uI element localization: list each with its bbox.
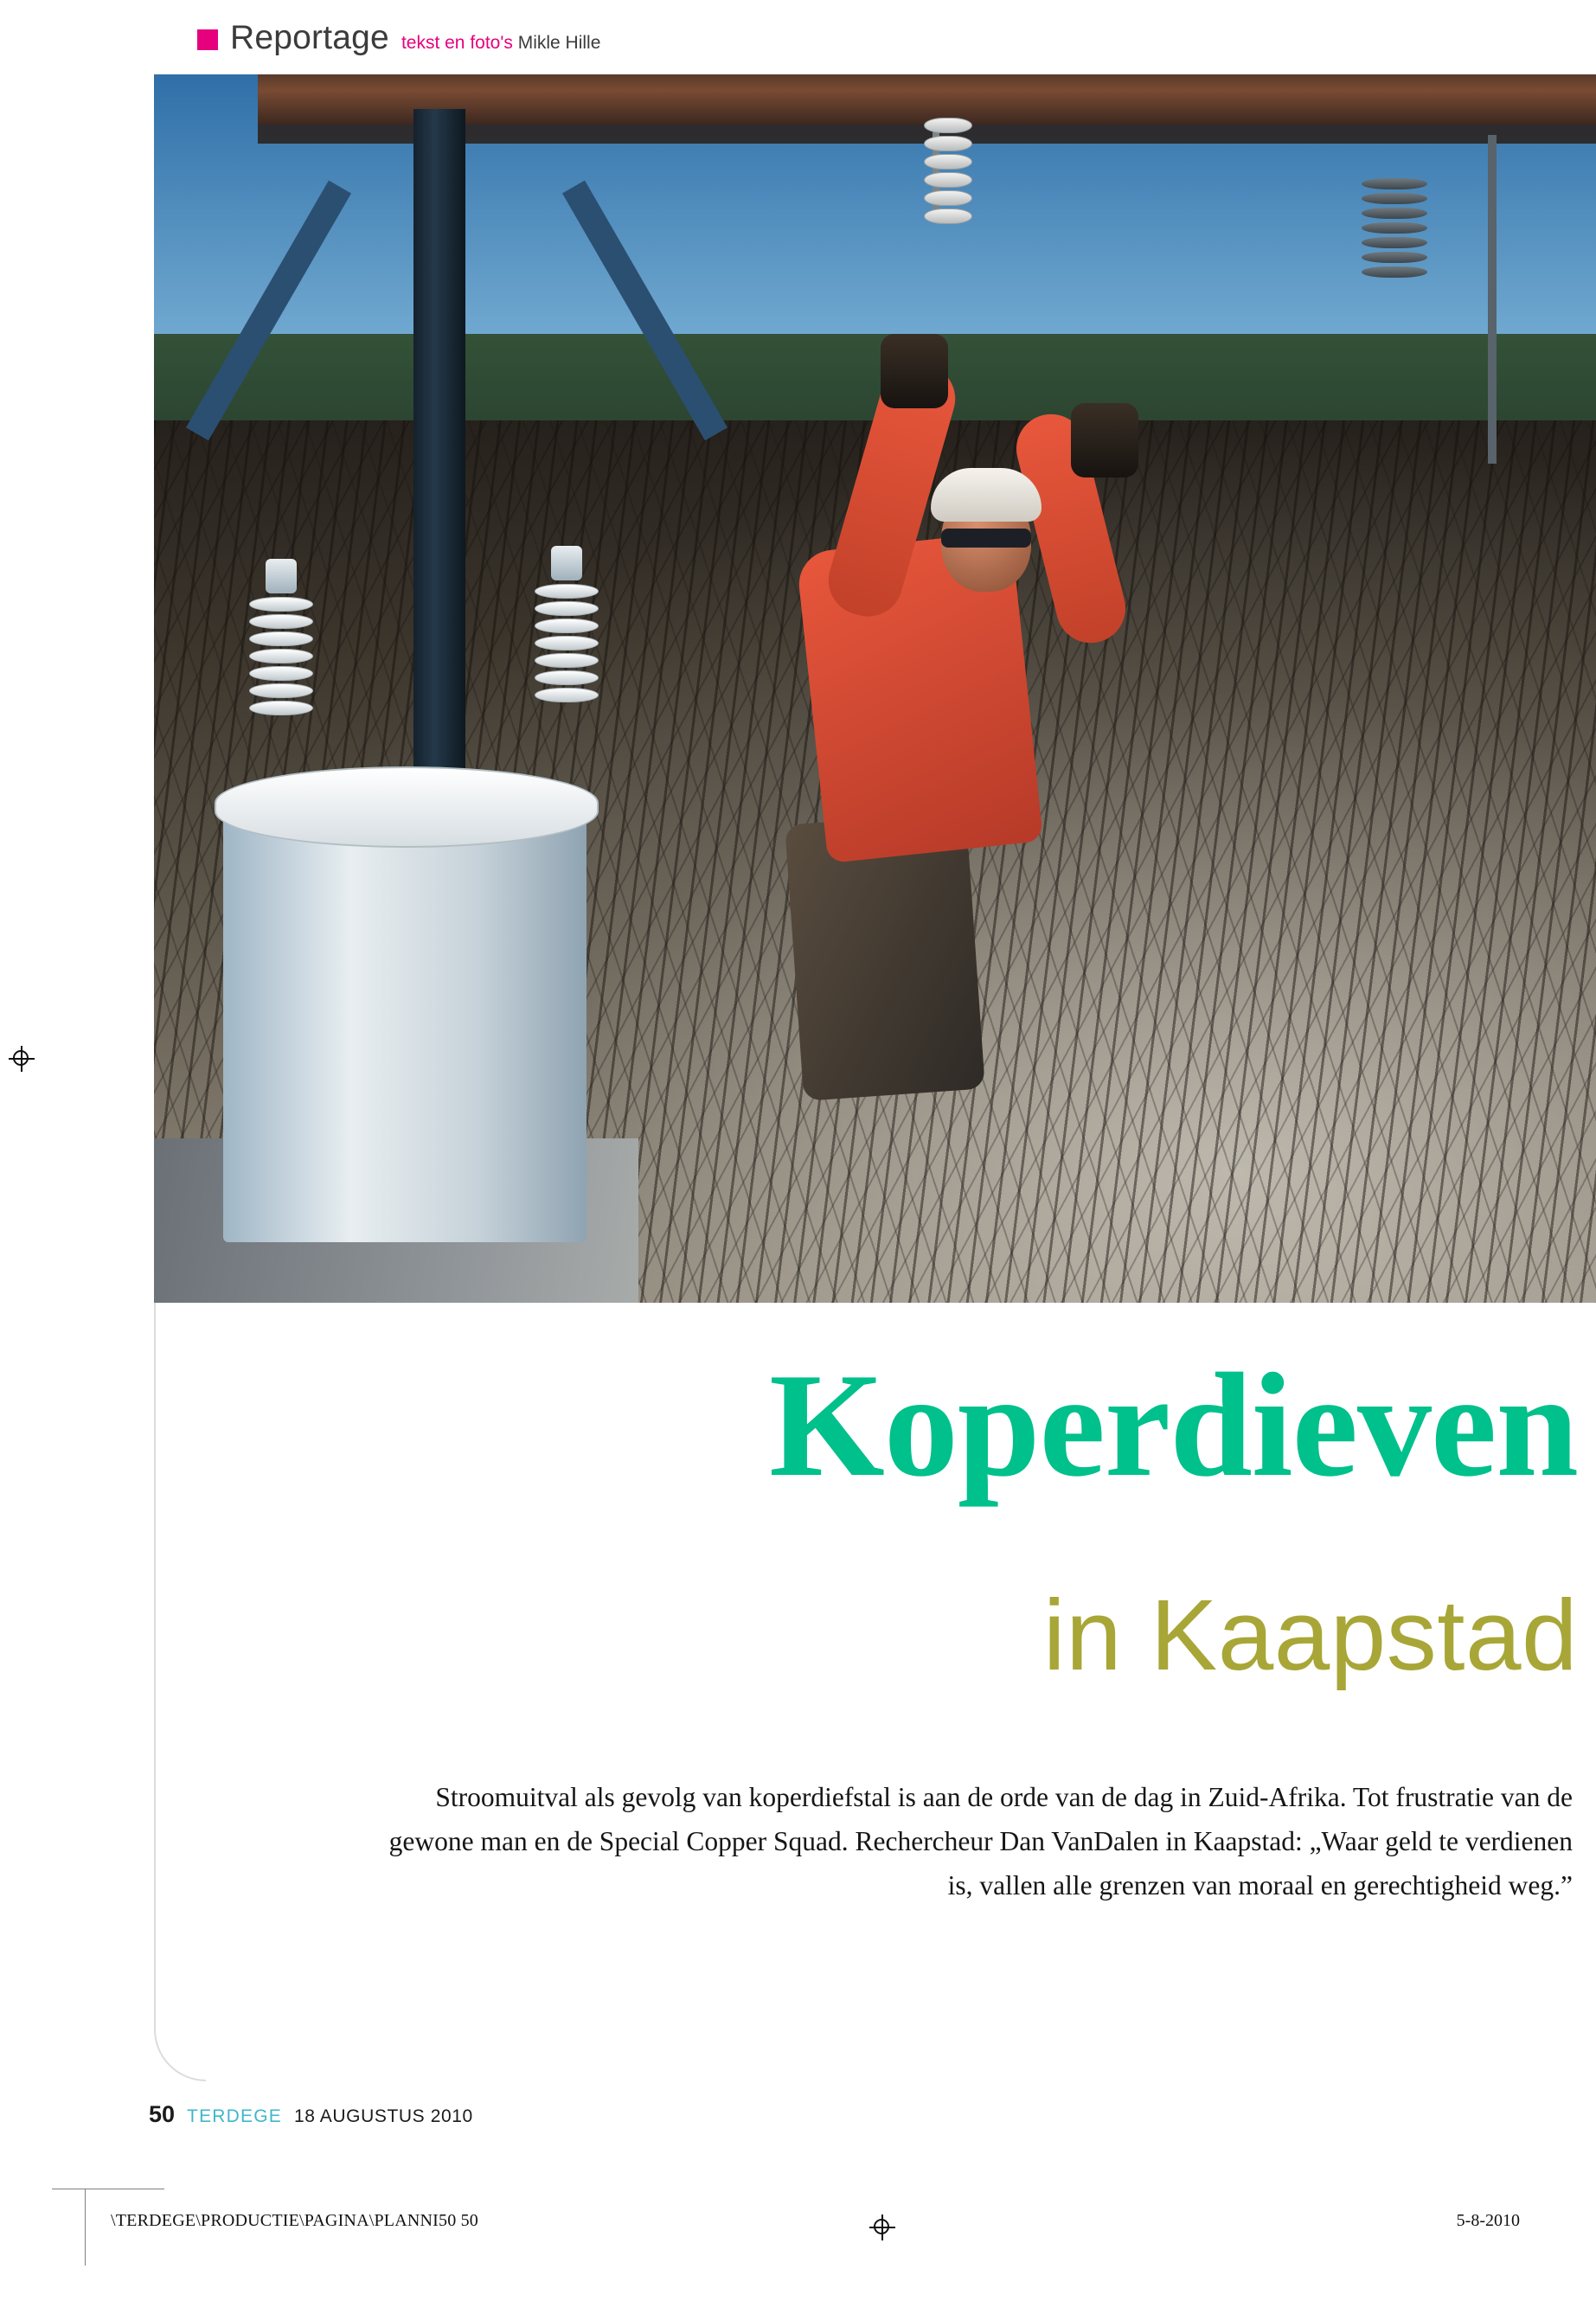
photo-bushing-cap: [266, 559, 297, 593]
photo-worker-glove-right: [1071, 403, 1138, 478]
lead-photo: [154, 74, 1596, 1303]
photo-bushing-ring: [535, 601, 599, 616]
photo-insulator-disc: [924, 118, 972, 133]
photo-insulator-disc: [1362, 222, 1427, 234]
photo-insulator-disc: [1362, 266, 1427, 278]
photo-insulator-disc: [1362, 252, 1427, 263]
page-edge-curve: [154, 1303, 206, 2081]
photo-bushing-ring: [249, 649, 313, 663]
photo-right-insulator-stack: [1362, 178, 1427, 281]
photo-bushing-ring: [249, 631, 313, 646]
issue-date: 18 AUGUSTUS 2010: [293, 2106, 473, 2126]
print-path-label: \TERDEGE\PRODUCTIE\PAGINA\PLANNI50 50: [111, 2211, 478, 2230]
photo-bushing-ring: [249, 683, 313, 698]
photo-insulator-disc: [1362, 193, 1427, 204]
photo-bushing-ring: [249, 701, 313, 715]
photo-bushing-ring: [249, 614, 313, 629]
article-intro: Stroomuitval als gevolg van koperdiefstal is aan de orde van de dag in Zuid-Afrika. Tot frustratie van de gewone man en de Special Copper Squad. Rechercheur Dan VanDalen in Kaapstad: „Waar geld te verdienen is, vallen alle grenzen van moraal en gerechtigheid weg.”: [388, 1782, 1573, 1901]
photo-insulator-stack: [924, 118, 972, 227]
photo-insulator-disc: [1362, 237, 1427, 248]
photo-bushing-ring: [535, 670, 599, 685]
photo-bushing-cap: [551, 546, 582, 580]
photo-insulator-disc: [924, 190, 972, 206]
credit-prefix: tekst en foto's: [401, 33, 513, 53]
photo-bushing-ring: [535, 619, 599, 633]
photo-bushing-ring: [249, 666, 313, 681]
photo-insulator-disc: [1362, 208, 1427, 219]
photo-bushing-ring: [249, 597, 313, 612]
photo-worker-helmet: [931, 468, 1042, 522]
photo-bushing-ring: [535, 584, 599, 599]
photo-transformer-lid: [215, 766, 599, 848]
photo-dropper-wire: [1488, 135, 1497, 464]
photo-worker-sunglasses: [941, 529, 1031, 548]
photo-transformer-body: [223, 801, 586, 1242]
photo-bushing-ring: [535, 653, 599, 668]
photo-bushing-right: [535, 546, 599, 705]
section-marker-icon: [197, 29, 218, 50]
photo-bushing-ring: [535, 688, 599, 702]
photo-worker-glove-left: [881, 334, 948, 408]
print-date-label: 5-8-2010: [1456, 2211, 1520, 2230]
registration-mark-icon: [869, 2214, 895, 2240]
photo-credit: [401, 33, 600, 54]
article-subtitle: in Kaapstad: [1042, 1579, 1578, 1691]
magazine-brand: TERDEGE: [187, 2106, 282, 2126]
article-title: Koperdieven: [769, 1343, 1578, 1508]
photo-insulator-disc: [1362, 178, 1427, 189]
photo-bushing-left: [249, 559, 313, 718]
crop-rule-vertical: [85, 2189, 86, 2266]
photo-pole: [413, 109, 465, 853]
folio: [149, 2101, 473, 2128]
credit-name: Mikle Hille: [517, 33, 601, 53]
photo-bushing-ring: [535, 636, 599, 651]
photo-insulator-disc: [924, 136, 972, 151]
photo-insulator-disc: [924, 208, 972, 224]
section-label: Reportage: [230, 19, 389, 56]
page-header: [197, 19, 600, 57]
photo-insulator-disc: [924, 172, 972, 188]
photo-insulator-disc: [924, 154, 972, 170]
page-number: 50: [149, 2101, 176, 2127]
registration-mark-icon: [9, 1046, 35, 1072]
